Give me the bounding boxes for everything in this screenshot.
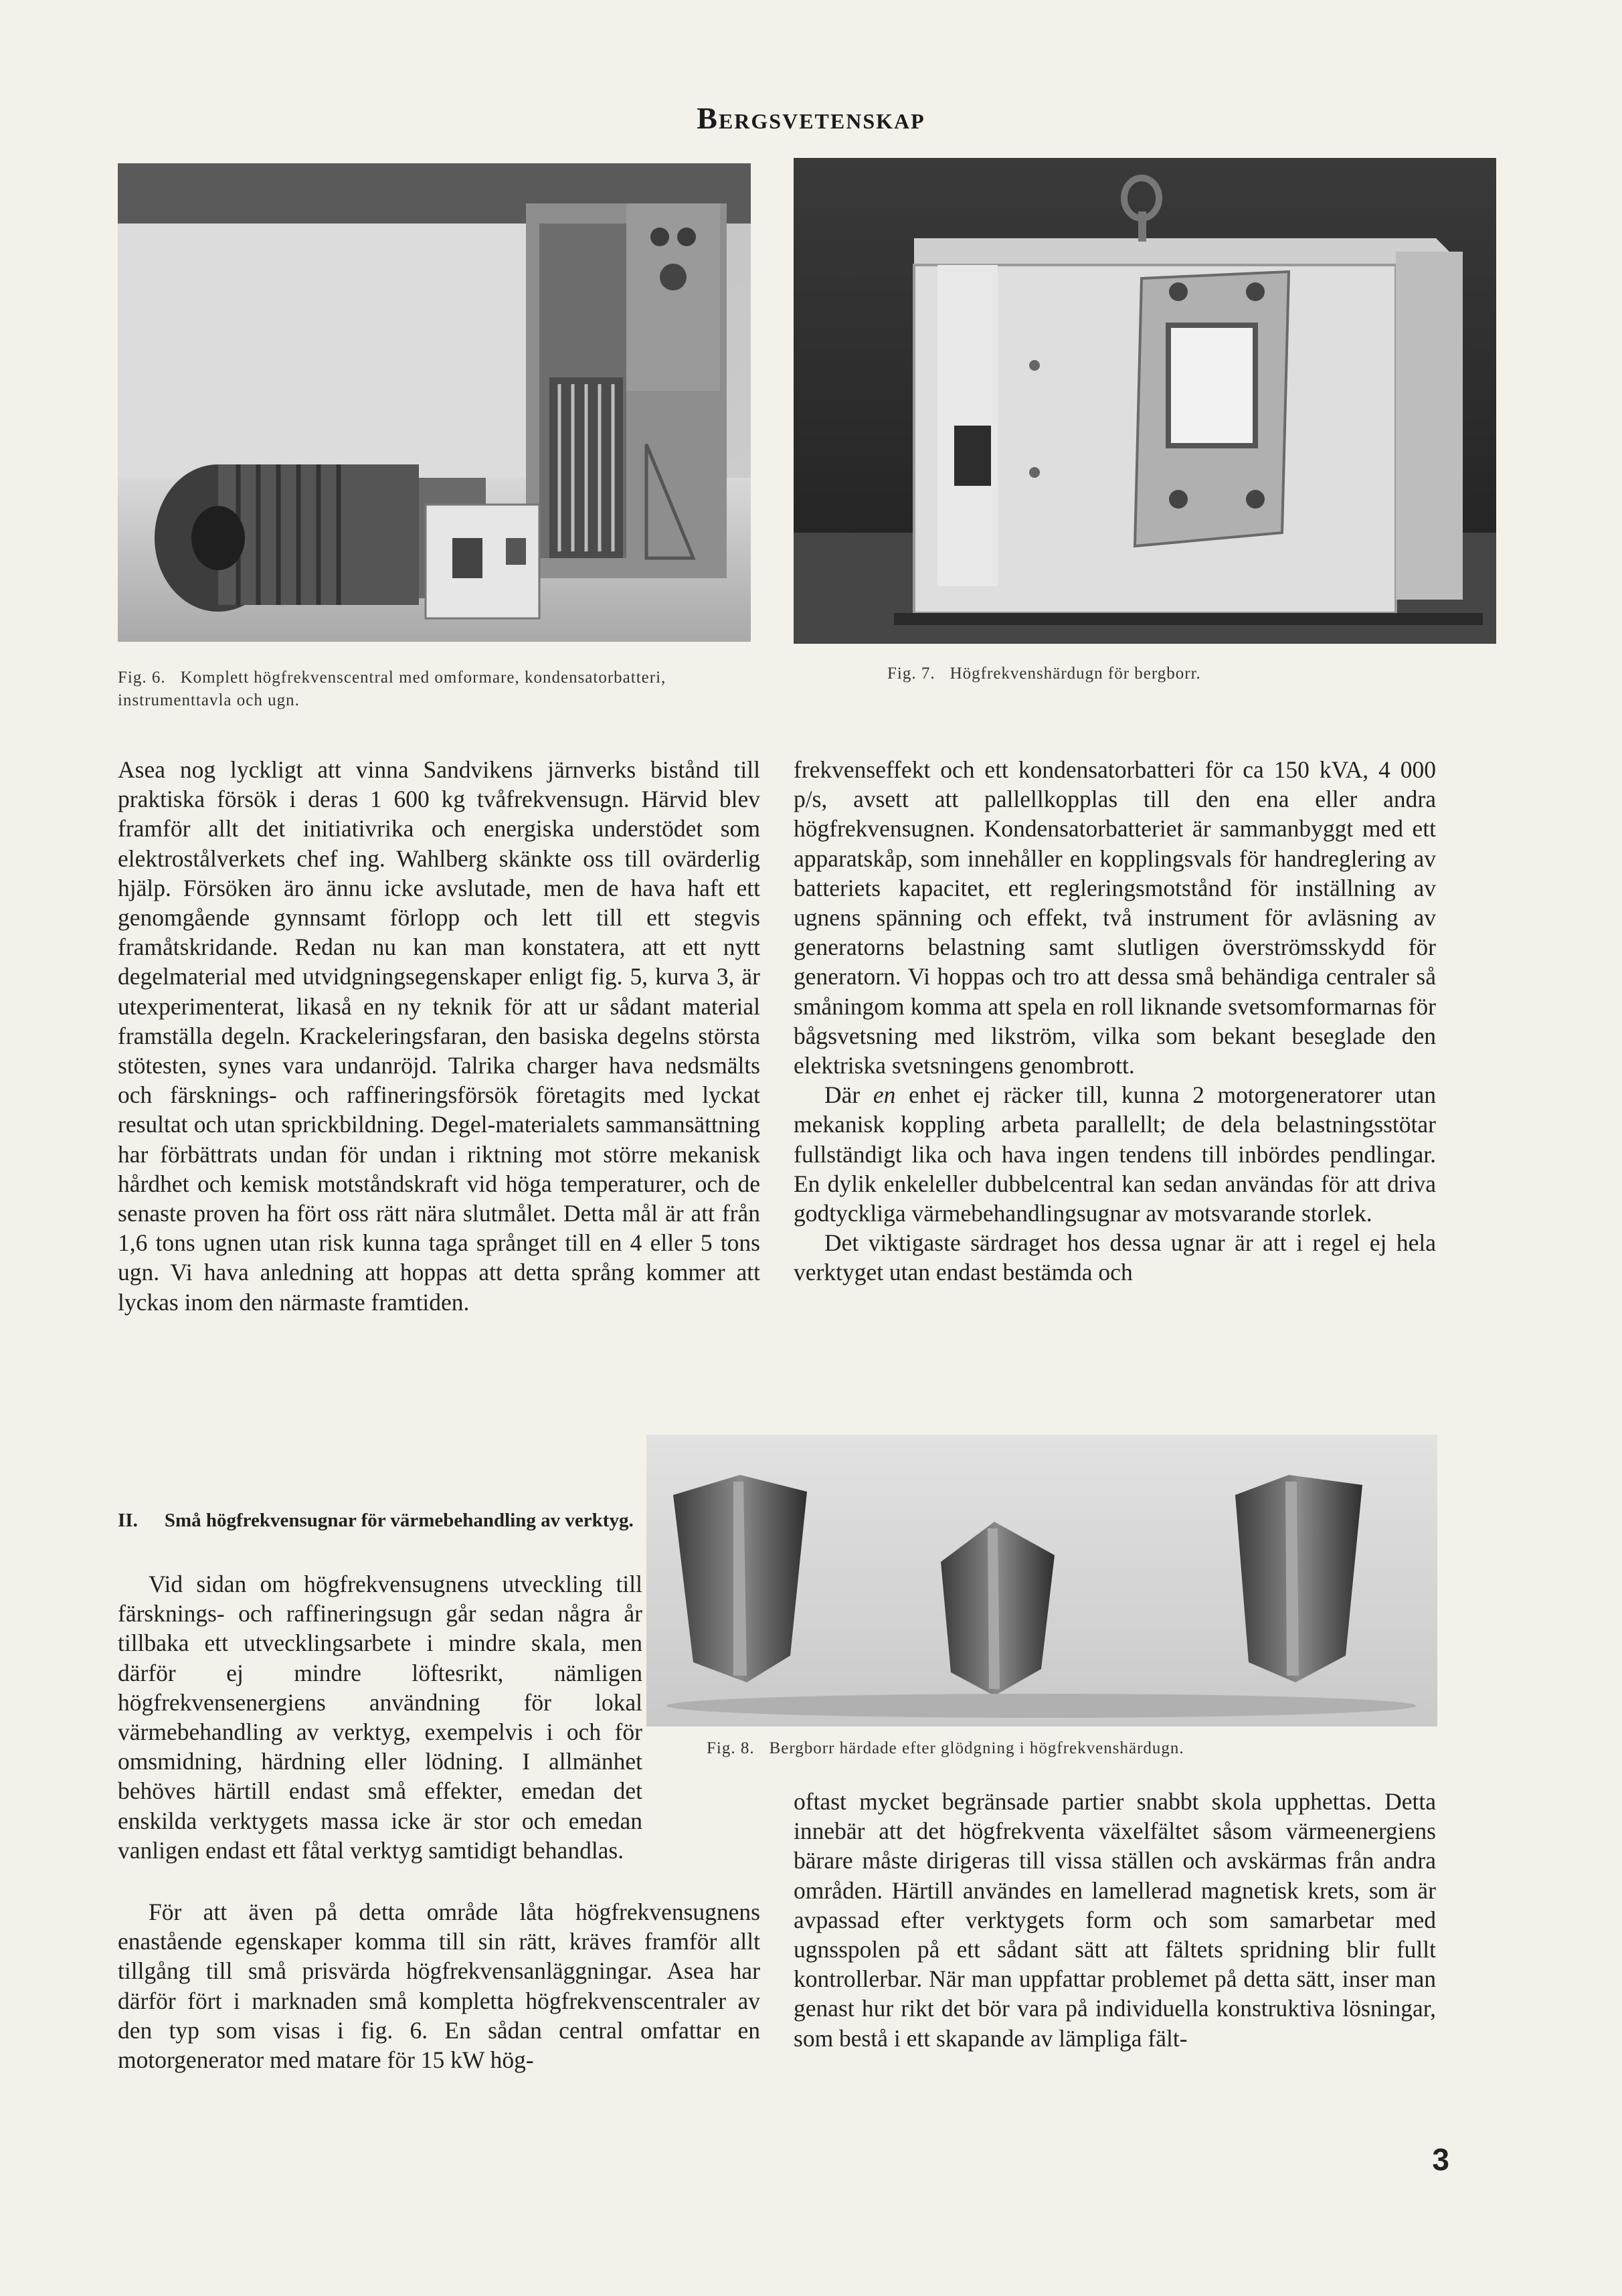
- paragraph: Det viktigaste särdraget hos dessa ugnar är att i regel ej hela verktyget utan endast bestämda och: [794, 1229, 1436, 1286]
- paragraph: frekvenseffekt och ett kondensatorbatteri för ca 150 kVA, 4 000 p/s, avsett att pallellkopplas till den ena eller andra högfrekvensugnen. Kondensatorbatteriet är sammanbyggt med ett apparatskåp, som innehåller en kopplingsvals för handreglering av batteriets kapacitet, ett regleringsmotstånd för inställning av ugnens spänning och effekt, två instrument för avläsning av generatorns belastning samt slutligen överströmsskydd för generatorn. Vi hoppas och tro att dessa små behändiga centraler så småningom komma att spela en roll liknande svetsomformarnas för bågsvetsning med likström, vilka som bekant beseglade den elektriska svetsningens genombrott.: [794, 756, 1436, 1079]
- paragraph: För att även på detta område låta högfrekvensugnens enastående egenskaper komma till sin rätt, kräves framför allt tillgång till små prisvärda högfrekvensanläggningar. Asea har därför fört i marknaden små kompletta högfrekvenscentraler av den typ som visas i fig. 6. En sådan central omfattar en motorgenerator med matare för 15 kW hög-: [118, 1898, 760, 2074]
- figure-7-caption-text: Högfrekvenshärdugn för bergborr.: [950, 665, 1201, 683]
- figure-8-photo: [646, 1435, 1437, 1727]
- figure-8-label: Fig. 8.: [707, 1739, 755, 1757]
- figure-7-caption: [887, 663, 1490, 685]
- figure-8-caption: [707, 1737, 1476, 1760]
- figure-7-photo: [794, 158, 1496, 644]
- figure-6-caption-text: Komplett högfrekvenscentral med omformare, kondensatorbatteri, instrumenttavla och ugn.: [118, 669, 666, 709]
- paragraph: Där en enhet ej räcker till, kunna 2 motorgeneratorer utan mekanisk koppling arbeta parallellt; de dela belastningsstötar fullständigt lika och hava ingen tendens till inbördes pendlingar. En dylik enkeleller dubbelcentral kan sedan användas för att driva godtyckliga värmebehandlingsugnar av motsvarande storlek.: [794, 1081, 1437, 1227]
- section-number: II.: [118, 1510, 138, 1531]
- figure-6-photo: [118, 163, 751, 642]
- section-heading: [118, 1507, 642, 1534]
- left-column-bottom: [118, 1897, 760, 2074]
- figure-6-label: Fig. 6.: [118, 669, 166, 687]
- page-number: 3: [1432, 2142, 1449, 2177]
- paragraph: Asea nog lyckligt att vinna Sandvikens järnverks bistånd till praktiska försök i deras 1 600 kg tvåfrekvensugn. Härvid blev framför allt det initiativrika och energiska understödet som elektrostålverkets chef ing. Wahlberg skänkte oss till ovärderlig hjälp. Försöken äro ännu icke avslutade, men de hava haft ett genomgående gynnsamt förlopp och lett till ett stegvis framåtskridande. Redan nu kan man konstatera, att ett nytt degelmaterial med utvidgningsegenskaper enligt fig. 5, kurva 3, är utexperimenterat, likaså en ny teknik för att ur sådant material framställa degeln. Krackeleringsfaran, den basiska degelns största stötesten, synes vara undanröjd. Talrika charger hava nedsmälts och färsknings- och raffineringsförsök företagits med lyckat resultat och utan sprickbildning. Degel-materialets sammansättning har förbättrats undan för undan i riktning mot större mekanisk hårdhet och kemisk motståndskraft vid höga temperaturer, och de senaste proven ha fört oss rätt nära slutmålet. Detta mål är att från 1,6 tons ugnen utan risk kunna taga språnget till en 4 eller 5 tons ugn. Vi hava anledning att hoppas att detta språng kommer att lyckas inom den närmaste framtiden.: [118, 756, 760, 1316]
- right-column-bottom: [794, 1787, 1436, 2053]
- paragraph: Vid sidan om högfrekvensugnens utveckling till färsknings- och raffineringsugn går sedan några år tillbaka ett utvecklingsarbete i mindre skala, men därför ej mindre löftesrikt, nämligen högfrekvensenergiens användning för lokal värmebehandling av verktyg, exempelvis i och för omsmidning, härdning eller lödning. I allmänhet behöves härtill endast små effekter, emedan det enskilda verktygets massa icke är stor och emedan vanligen endast ett fåtal verktyg samtidigt behandlas.: [118, 1571, 642, 1864]
- right-column-top: [794, 755, 1436, 1288]
- page-header-title: Bergsvetenskap: [697, 101, 925, 135]
- figure-6-caption: [118, 667, 760, 712]
- section-title: Små högfrekvensugnar för värmebehandling av verktyg.: [164, 1510, 634, 1531]
- figure-7-label: Fig. 7.: [887, 665, 935, 683]
- left-column-top: [118, 755, 760, 1317]
- figure-8-caption-text: Bergborr härdade efter glödgning i högfrekvenshärdugn.: [769, 1739, 1184, 1757]
- paragraph: oftast mycket begränsade partier snabbt skola upphettas. Detta innebär att det högfrekventa växelfältet såsom värmeenergiens bärare måste dirigeras till vissa ställen och avskärmas från andra områden. Härtill användes en lamellerad magnetisk krets, som är avpassad efter verktygets form och som samarbetar med ugnsspolen på ett sådant sätt att fältets spridning blir fullt kontrollerbar. När man uppfattar problemet på detta sätt, inser man genast hur rikt det bör vara på individuella konstruktiva lösningar, som bestå i ett skapande av lämpliga fält-: [794, 1788, 1436, 2052]
- left-column-section-ii: [118, 1569, 642, 1865]
